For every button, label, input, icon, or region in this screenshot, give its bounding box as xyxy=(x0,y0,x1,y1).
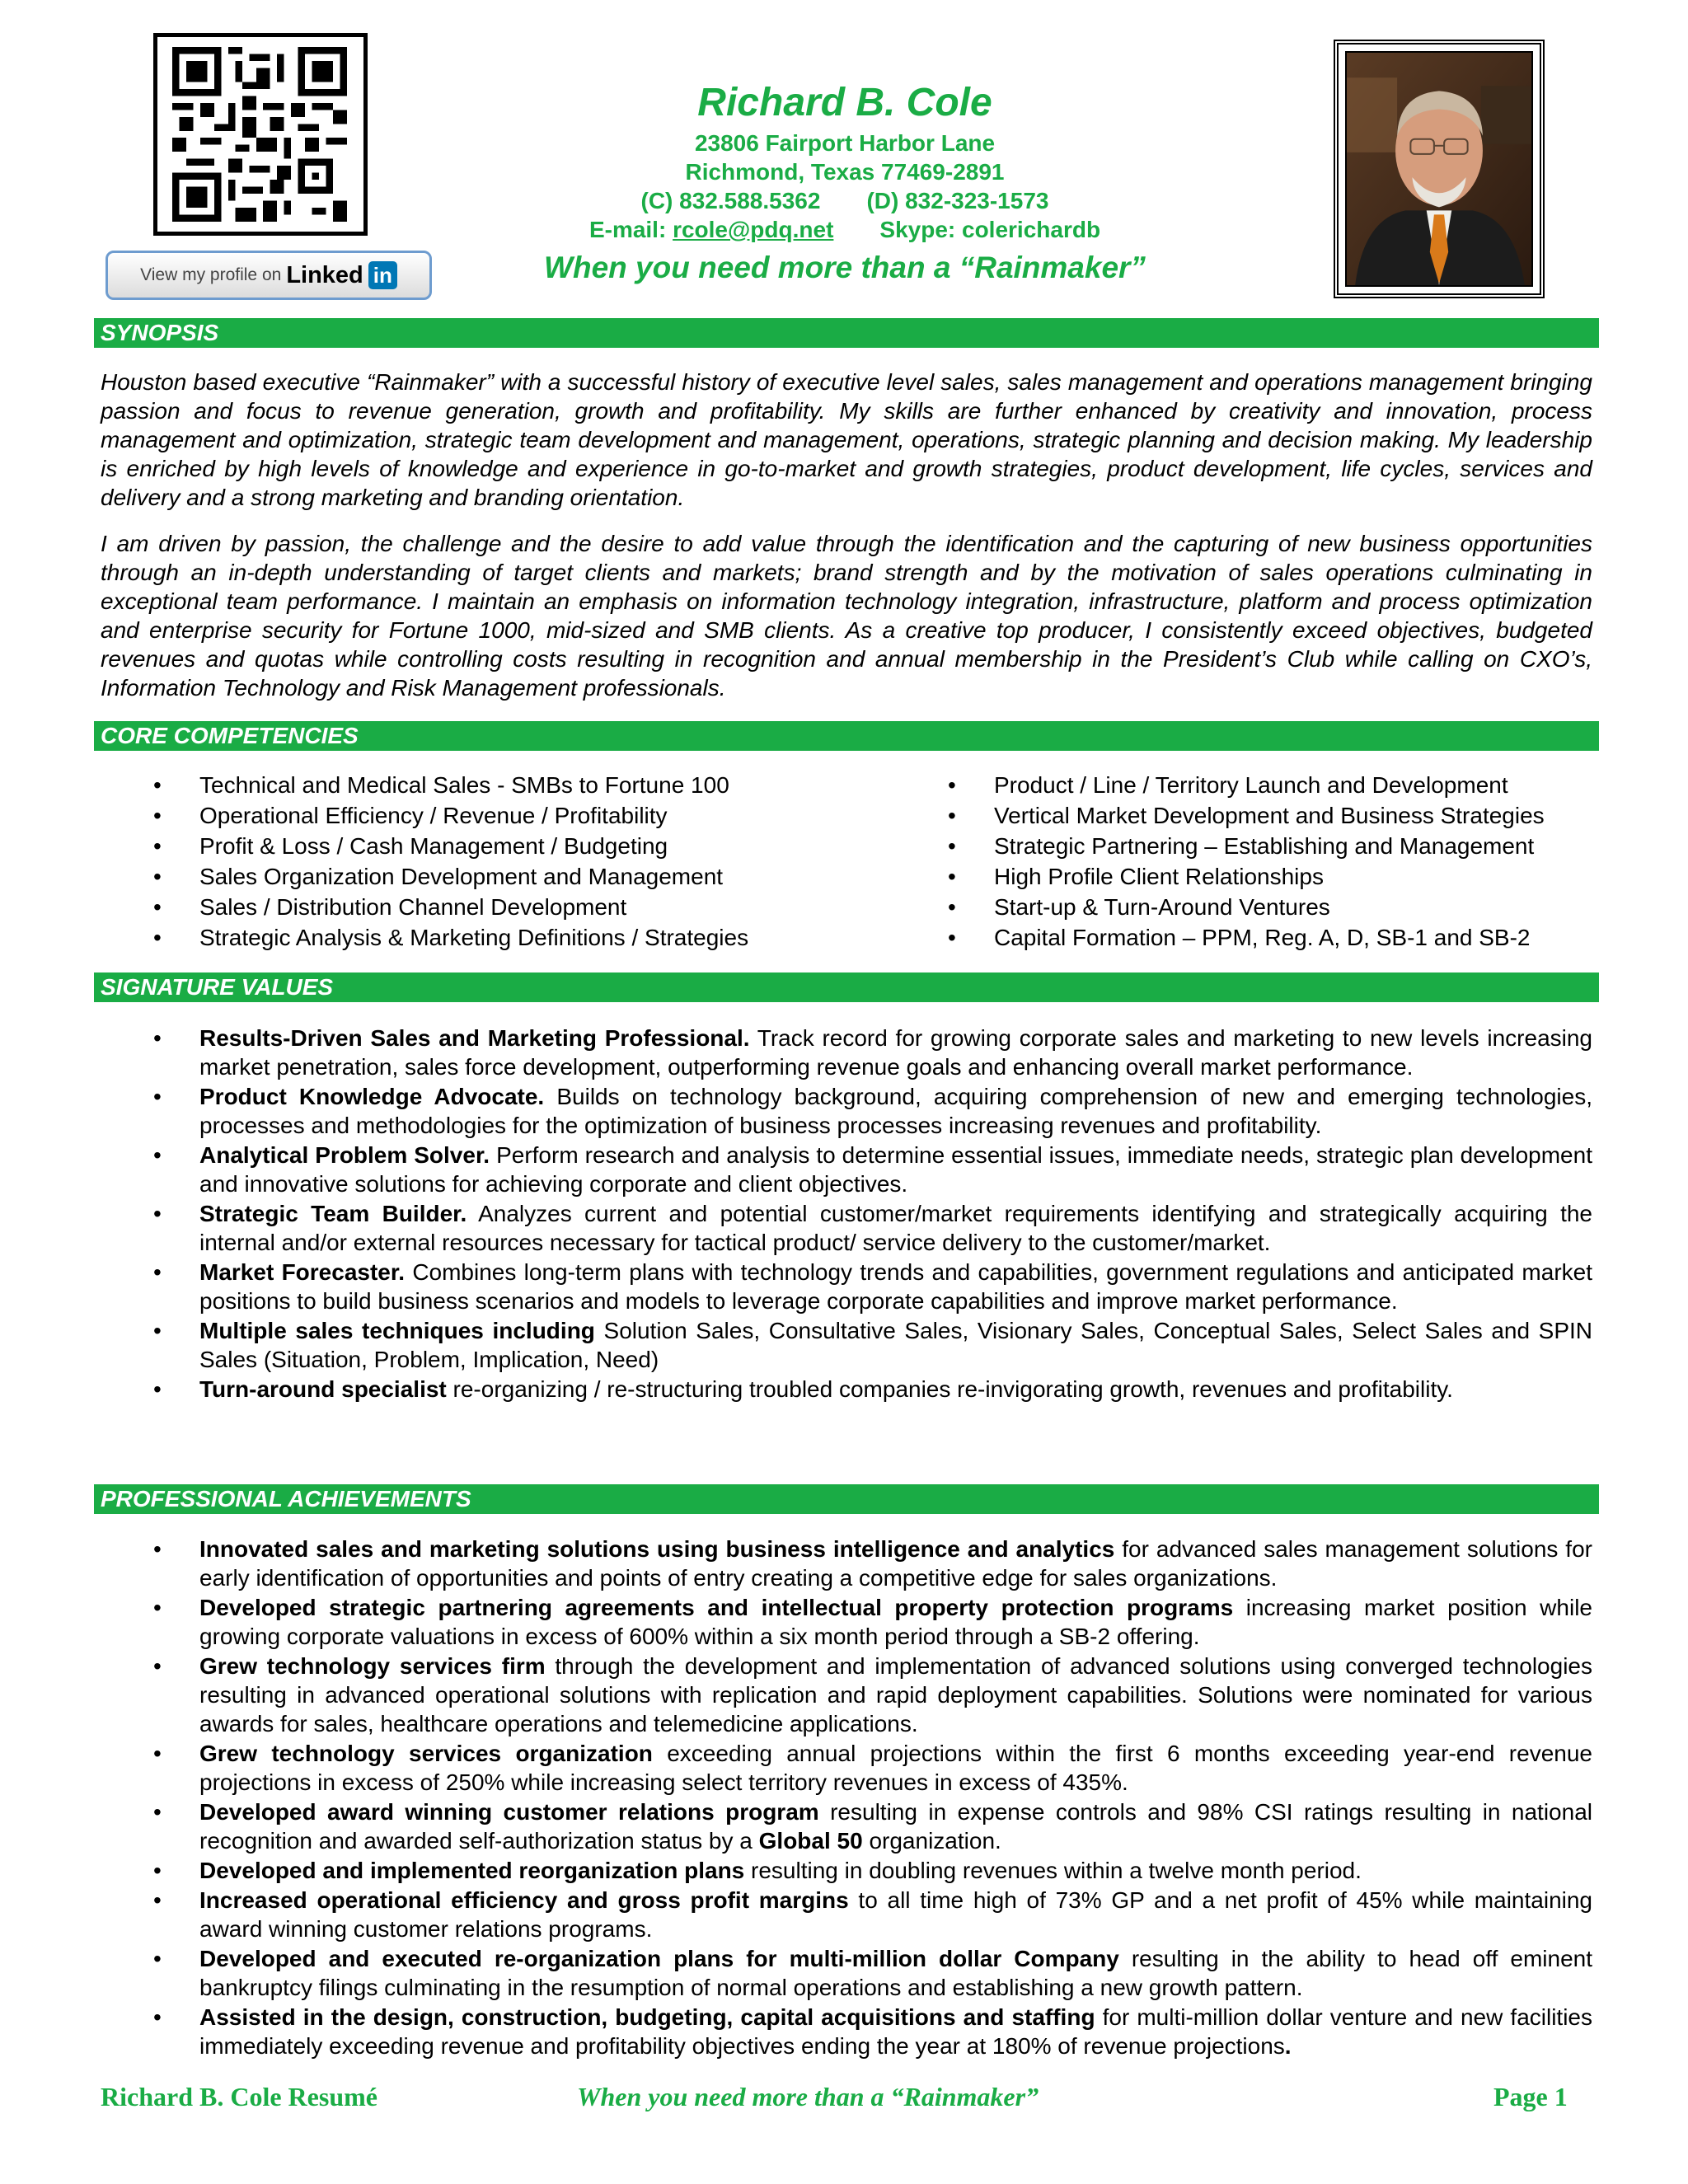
list-item: • Capital Formation – PPM, Reg. A, D, SB-1 and SB-2 xyxy=(895,922,1545,953)
address-line-1: 23806 Fairport Harbor Lane xyxy=(694,130,996,156)
section-header-synopsis: SYNOPSIS xyxy=(94,318,1599,348)
list-item: • Product / Line / Territory Launch and Development xyxy=(895,770,1545,800)
email-label: E-mail: xyxy=(588,217,667,242)
synopsis-paragraph-1: Houston based executive “Rainmaker” with a successful history of executive level sales, sales management and operations management bringing passion and focus to revenue generation, growth and profitability. My skills are further enhanced by creativity and innovation, process management and optimization, strategic team development and management, operations, strategic planning and decision making. My leadership is enriched by high levels of knowledge and experience in go-to-market and growth strategies, product development, life cycles, services and delivery and a strong marketing and branding orientation. xyxy=(101,369,1592,510)
footer-tagline: When you need more than a “Rainmaker” xyxy=(577,2082,1039,2111)
list-item: • Profit & Loss / Cash Management / Budgeting xyxy=(101,831,748,861)
linkedin-brand: Linked xyxy=(286,261,363,288)
list-item: • Strategic Analysis & Marketing Definitions / Strategies xyxy=(101,922,748,953)
page-number: Page 1 xyxy=(1493,2082,1568,2111)
linkedin-profile-button[interactable] xyxy=(106,251,432,300)
qr-code xyxy=(153,33,368,236)
list-item: • Analytical Problem Solver. Perform research and analysis to determine essential issues, immediate needs, strategic plan development and innovative solutions for achieving corporate and client objectives. xyxy=(101,1141,1592,1198)
linkedin-in-icon: in xyxy=(368,261,397,289)
profile-photo xyxy=(1334,40,1545,298)
list-item: • Innovated sales and marketing solutions using business intelligence and analytics for advanced sales management solutions for early identification of opportunities and points of entry creating a competitive edge for sales organizations. xyxy=(101,1535,1592,1592)
list-item: • Sales Organization Development and Management xyxy=(101,861,748,892)
phone-line xyxy=(462,186,1228,215)
list-item: • Results-Driven Sales and Marketing Professional. Track record for growing corporate sales and marketing to new levels increasing market penetration, sales force development, outperforming revenue goals and enhancing overall market performance. xyxy=(101,1024,1592,1081)
portrait-icon xyxy=(1347,53,1531,285)
list-item: • Multiple sales techniques including Solution Sales, Consultative Sales, Visionary Sales, Conceptual Sales, Select Sales and SPIN Sales (Situation, Problem, Implication, Need) xyxy=(101,1316,1592,1374)
qr-code-icon xyxy=(172,47,347,222)
list-item: • Vertical Market Development and Business Strategies xyxy=(895,800,1545,831)
address-line-2: Richmond, Texas 77469-2891 xyxy=(685,159,1005,185)
email-line xyxy=(462,215,1228,244)
direct-phone: (D) 832-323-1573 xyxy=(866,188,1049,213)
signature-values-list xyxy=(101,1024,1592,1404)
list-item: • Sales / Distribution Channel Development xyxy=(101,892,748,922)
footer-left: Richard B. Cole Resumé xyxy=(101,2082,377,2111)
list-item: • Operational Efficiency / Revenue / Profitability xyxy=(101,800,748,831)
list-item: • Market Forecaster. Combines long-term plans with technology trends and capabilities, government regulations and anticipated market positions to build business scenarios and models to leverage corporate capabilities and improve market performance. xyxy=(101,1258,1592,1315)
list-item: • Assisted in the design, construction, budgeting, capital acquisitions and staffing for multi-million dollar venture and new facilities immediately exceeding revenue and profitability objectives ending the year at 180% of revenue projections. xyxy=(101,2003,1592,2060)
list-item: • High Profile Client Relationships xyxy=(895,861,1545,892)
list-item: • Developed strategic partnering agreements and intellectual property protection programs increasing market position while growing corporate valuations in excess of 600% within a six month period through a SB-2 offering. xyxy=(101,1593,1592,1651)
cell-phone: (C) 832.588.5362 xyxy=(640,188,821,213)
list-item: • Grew technology services firm through the development and implementation of advanced solutions using converged technologies resulting in advanced operational solutions with replication and rapid deployment capabilities. Solutions were nominated for various awards for sales, healthcare operations and telemedicine applications. xyxy=(101,1652,1592,1738)
section-header-professional-achievements: PROFESSIONAL ACHIEVEMENTS xyxy=(94,1484,1599,1514)
list-item: • Turn-around specialist re-organizing / re-structuring troubled companies re-invigorating growth, revenues and profitability. xyxy=(101,1375,1592,1404)
list-item: • Increased operational efficiency and gross profit margins to all time high of 73% GP and a net profit of 45% while maintaining award winning customer relations programs. xyxy=(101,1886,1592,1943)
list-item: • Product Knowledge Advocate. Builds on technology background, acquiring comprehension of new and emerging technologies, processes and methodologies for the optimization of business processes increasing revenues and profitability. xyxy=(101,1082,1592,1140)
email-link[interactable]: rcole@pdq.net xyxy=(673,217,834,242)
core-competencies-right xyxy=(895,770,1545,953)
list-item: • Developed award winning customer relations program resulting in expense controls and 98% CSI ratings resulting in national recognition and awarded self-authorization status by a Global 50 organization. xyxy=(101,1797,1592,1855)
list-item: • Technical and Medical Sales - SMBs to Fortune 100 xyxy=(101,770,748,800)
achievements-list xyxy=(101,1535,1592,2061)
person-name: Richard B. Cole xyxy=(697,81,992,124)
synopsis-paragraph-2: I am driven by passion, the challenge and the desire to add value through the identification and the capturing of new business opportunities through an in-depth understanding of target clients and markets; brand strength and by the motivation of sales operations culminating in exceptional team performance. I maintain an emphasis on information technology integration, infrastructure, platform and process optimization and enterprise security for Fortune 1000, mid-sized and SMB clients. As a creative top producer, I consistently exceed objectives, budgeted revenues and quotas while controlling costs resulting in recognition and annual membership in the President’s Club while calling on CXO’s, Information Technology and Risk Management professionals. xyxy=(101,531,1592,701)
skype-id: Skype: colerichardb xyxy=(879,217,1101,242)
list-item: • Strategic Team Builder. Analyzes current and potential customer/market requirements identifying and strategically acquiring the internal and/or external resources necessary for tactical product/ service delivery to the customer/market. xyxy=(101,1199,1592,1257)
section-header-signature-values: SIGNATURE VALUES xyxy=(94,972,1599,1002)
contact-header xyxy=(462,77,1228,244)
list-item: • Developed and executed re-organization plans for multi-million dollar Company resulting in the ability to head off eminent bankruptcy filings culminating in the resumption of normal operations and establishing a new growth pattern. xyxy=(101,1944,1592,2002)
core-competencies-left xyxy=(101,770,748,953)
list-item: • Grew technology services organization exceeding annual projections within the first 6 months exceeding year-end revenue projections in excess of 250% while increasing select territory revenues in excess of 435%. xyxy=(101,1739,1592,1797)
section-header-core-competencies: CORE COMPETENCIES xyxy=(94,721,1599,751)
tagline: When you need more than a “Rainmaker” xyxy=(544,251,1146,284)
linkedin-prefix: View my profile on xyxy=(140,265,282,284)
list-item: • Start-up & Turn-Around Ventures xyxy=(895,892,1545,922)
list-item: • Strategic Partnering – Establishing and Management xyxy=(895,831,1545,861)
list-item: • Developed and implemented reorganization plans resulting in doubling revenues within a twelve month period. xyxy=(101,1856,1592,1885)
